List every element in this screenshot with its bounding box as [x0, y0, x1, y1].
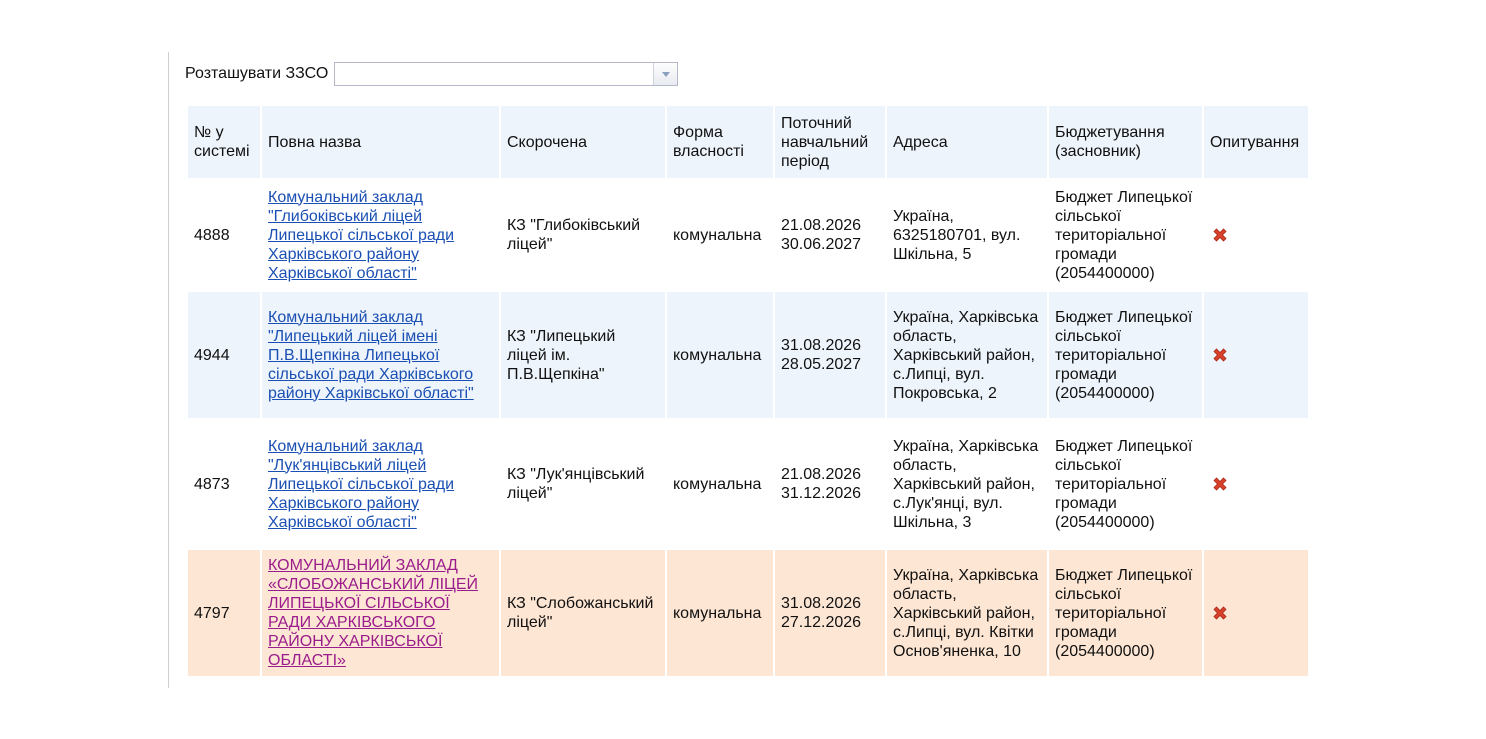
combobox-trigger-button[interactable]	[653, 63, 677, 85]
table-row[interactable]	[188, 548, 1308, 676]
cell-ownership: комунальна	[667, 178, 773, 290]
cell-budget: Бюджет Липецької сільської територіальної громади (2054400000)	[1049, 418, 1202, 548]
column-header-address[interactable]: Адреса	[887, 106, 1047, 178]
cell-short-name: КЗ "Лук'янцівський ліцей"	[501, 418, 665, 548]
cell-id: 4797	[188, 548, 260, 676]
school-name-link[interactable]: Комунальний заклад "Лук'янцівський ліцей Липецької сільської ради Харківського району Харківської області"	[268, 437, 455, 531]
cell-period	[775, 290, 885, 418]
column-header-survey[interactable]: Опитування	[1204, 106, 1308, 178]
school-name-link[interactable]: Комунальний заклад "Липецький ліцей імені П.В.Щепкіна Липецької сільської ради Харківського району Харківської області"	[268, 308, 474, 402]
cell-budget: Бюджет Липецької сільської територіальної громади (2054400000)	[1049, 178, 1202, 290]
period-end: 31.12.2026	[781, 485, 862, 502]
cell-short-name: КЗ "Глибоківський ліцей"	[501, 178, 665, 290]
cell-address: Україна, 6325180701, вул. Шкільна, 5	[887, 178, 1047, 290]
cell-ownership: комунальна	[667, 418, 773, 548]
cell-survey	[1204, 418, 1308, 548]
cell-survey	[1204, 290, 1308, 418]
cell-id: 4944	[188, 290, 260, 418]
period-start: 31.08.2026	[781, 337, 862, 354]
cell-address: Україна, Харківська область, Харківський район, с.Липці, вул. Покровська, 2	[887, 290, 1047, 418]
cell-survey	[1204, 548, 1308, 676]
cell-id: 4873	[188, 418, 260, 548]
column-header-short-name[interactable]: Скорочена	[501, 106, 665, 178]
filter-bar	[185, 61, 678, 87]
school-name-link[interactable]: Комунальний заклад "Глибоківський ліцей Липецької сільської ради Харківського району Харківської області"	[268, 188, 455, 282]
filter-label: Розташувати ЗЗСО	[185, 65, 329, 82]
period-start: 31.08.2026	[781, 595, 862, 612]
cell-budget: Бюджет Липецької сільської територіальної громади (2054400000)	[1049, 548, 1202, 676]
period-end: 27.12.2026	[781, 614, 862, 631]
cell-full-name	[262, 548, 499, 676]
period-end: 28.05.2027	[781, 356, 862, 373]
red-x-icon[interactable]	[1210, 474, 1230, 494]
cell-address: Україна, Харківська область, Харківський район, с.Липці, вул. Квітки Основ'яненка, 10	[887, 548, 1047, 676]
red-x-icon[interactable]	[1210, 225, 1230, 245]
school-combobox[interactable]	[334, 62, 678, 86]
column-header-budget[interactable]: Бюджетування (засновник)	[1049, 106, 1202, 178]
schools-table	[186, 106, 1310, 676]
period-end: 30.06.2027	[781, 236, 862, 253]
column-header-ownership[interactable]: Форма власності	[667, 106, 773, 178]
cell-short-name: КЗ "Липецький ліцей ім. П.В.Щепкіна"	[501, 290, 665, 418]
cell-full-name	[262, 290, 499, 418]
cell-address: Україна, Харківська область, Харківський район, с.Лук'янці, вул. Шкільна, 3	[887, 418, 1047, 548]
cell-full-name	[262, 178, 499, 290]
period-start: 21.08.2026	[781, 217, 862, 234]
cell-period	[775, 548, 885, 676]
cell-period	[775, 418, 885, 548]
period-start: 21.08.2026	[781, 466, 862, 483]
cell-ownership: комунальна	[667, 548, 773, 676]
cell-id: 4888	[188, 178, 260, 290]
column-header-period[interactable]: Поточний навчальний період	[775, 106, 885, 178]
cell-survey	[1204, 178, 1308, 290]
chevron-down-icon	[662, 72, 670, 77]
left-divider	[168, 52, 169, 688]
table-header-row	[188, 106, 1308, 178]
column-header-full-name[interactable]: Повна назва	[262, 106, 499, 178]
red-x-icon[interactable]	[1210, 603, 1230, 623]
table-row[interactable]	[188, 290, 1308, 418]
table-row[interactable]	[188, 178, 1308, 290]
column-header-id[interactable]: № у системі	[188, 106, 260, 178]
school-name-link[interactable]: КОМУНАЛЬНИЙ ЗАКЛАД «СЛОБОЖАНСЬКИЙ ЛІЦЕЙ ЛИПЕЦЬКОЇ СІЛЬСЬКОЇ РАДИ ХАРКІВСЬКОГО РАЙОНУ ХАРКІВСЬКОЇ ОБЛАСТІ»	[268, 557, 479, 669]
cell-budget: Бюджет Липецької сільської територіальної громади (2054400000)	[1049, 290, 1202, 418]
cell-short-name: КЗ "Слобожанський ліцей"	[501, 548, 665, 676]
table-row[interactable]	[188, 418, 1308, 548]
school-combobox-input[interactable]	[335, 63, 653, 85]
red-x-icon[interactable]	[1210, 345, 1230, 365]
cell-full-name	[262, 418, 499, 548]
cell-period	[775, 178, 885, 290]
cell-ownership: комунальна	[667, 290, 773, 418]
